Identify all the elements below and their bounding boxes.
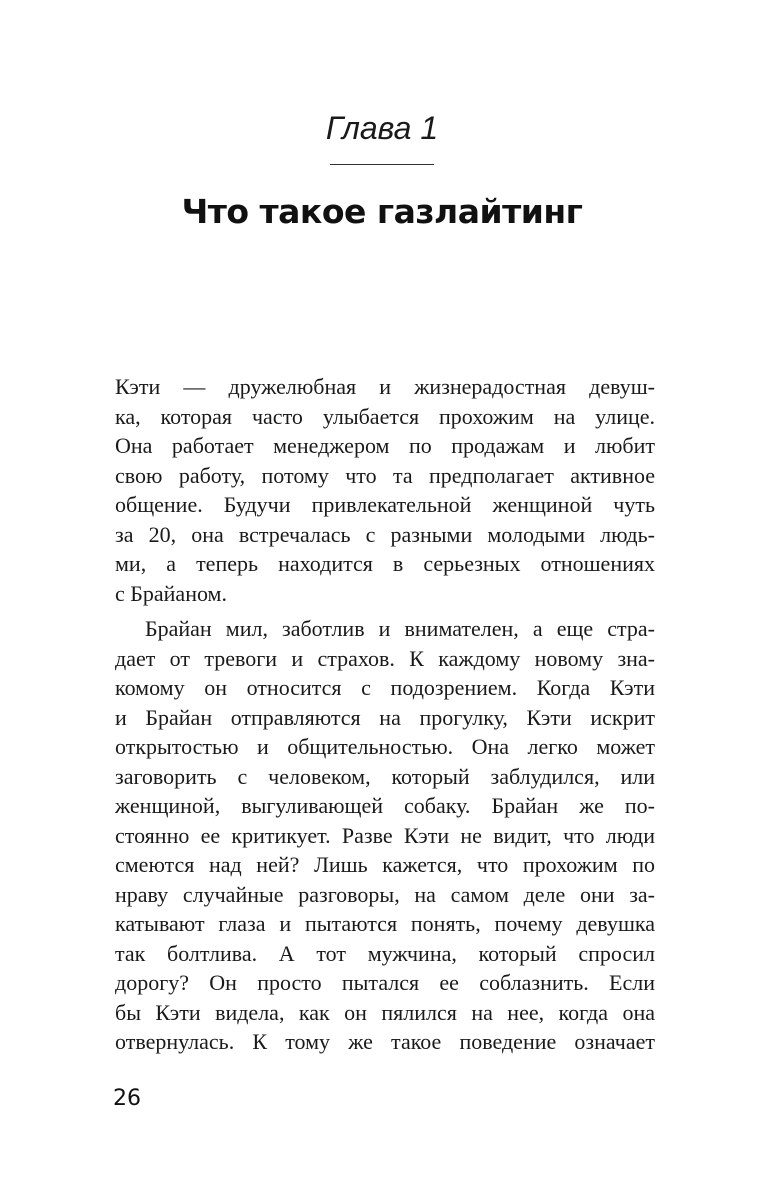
text-line: открытостью и общительностью. Она легко может <box>115 734 655 759</box>
body-text <box>115 372 655 1057</box>
text-line: комому он относится с подозрением. Когда Кэти <box>115 675 655 700</box>
chapter-divider <box>330 164 434 165</box>
text-line: и Брайан отправляются на прогулку, Кэти искрит <box>115 704 655 730</box>
text-line: свою работу, потому что та предполагает активное <box>115 462 655 488</box>
text-line: Кэти — дружелюбная и жизнерадостная девуш- <box>115 374 655 399</box>
paragraph-2 <box>115 614 655 1057</box>
text-line: дает от тревоги и страхов. К каждому новому зна- <box>115 645 655 671</box>
text-line: смеются над ней? Лишь кажется, что прохожим по <box>115 852 655 877</box>
text-line: Брайан мил, заботлив и внимателен, а еще стра- <box>145 616 655 641</box>
text-line: стоянно ее критикует. Разве Кэти не видит, что люди <box>115 822 655 848</box>
text-line: так болтлива. А тот мужчина, который спросил <box>115 940 655 966</box>
text-line: с Брайаном. <box>115 580 227 606</box>
text-line: отвернулась. К тому же такое поведение означает <box>115 1029 655 1054</box>
text-line: бы Кэти видела, как он пялился на нее, когда она <box>115 999 655 1025</box>
text-line: дорогу? Он просто пытался ее соблазнить. Если <box>115 970 655 995</box>
text-line: ми, а теперь находится в серьезных отношениях <box>115 551 655 576</box>
text-line: за 20, она встречалась с разными молодыми людь- <box>115 521 655 547</box>
text-line: катывают глаза и пытаются понять, почему девушка <box>115 911 655 936</box>
text-line: Она работает менеджером по продажам и любит <box>115 433 655 458</box>
chapter-label: Глава 1 <box>325 110 439 146</box>
paragraph-1 <box>115 372 655 608</box>
text-line: заговорить с человеком, который заблудился, или <box>115 763 655 789</box>
text-line: ка, которая часто улыбается прохожим на улице. <box>115 403 655 429</box>
text-line: нраву случайные разговоры, на самом деле они за- <box>115 881 655 907</box>
chapter-title: Что такое газлайтинг <box>181 192 583 231</box>
text-line: общение. Будучи привлекательной женщиной чуть <box>115 492 655 517</box>
page-number: 26 <box>113 1086 141 1111</box>
text-line: женщиной, выгуливающей собаку. Брайан же по- <box>115 793 655 818</box>
